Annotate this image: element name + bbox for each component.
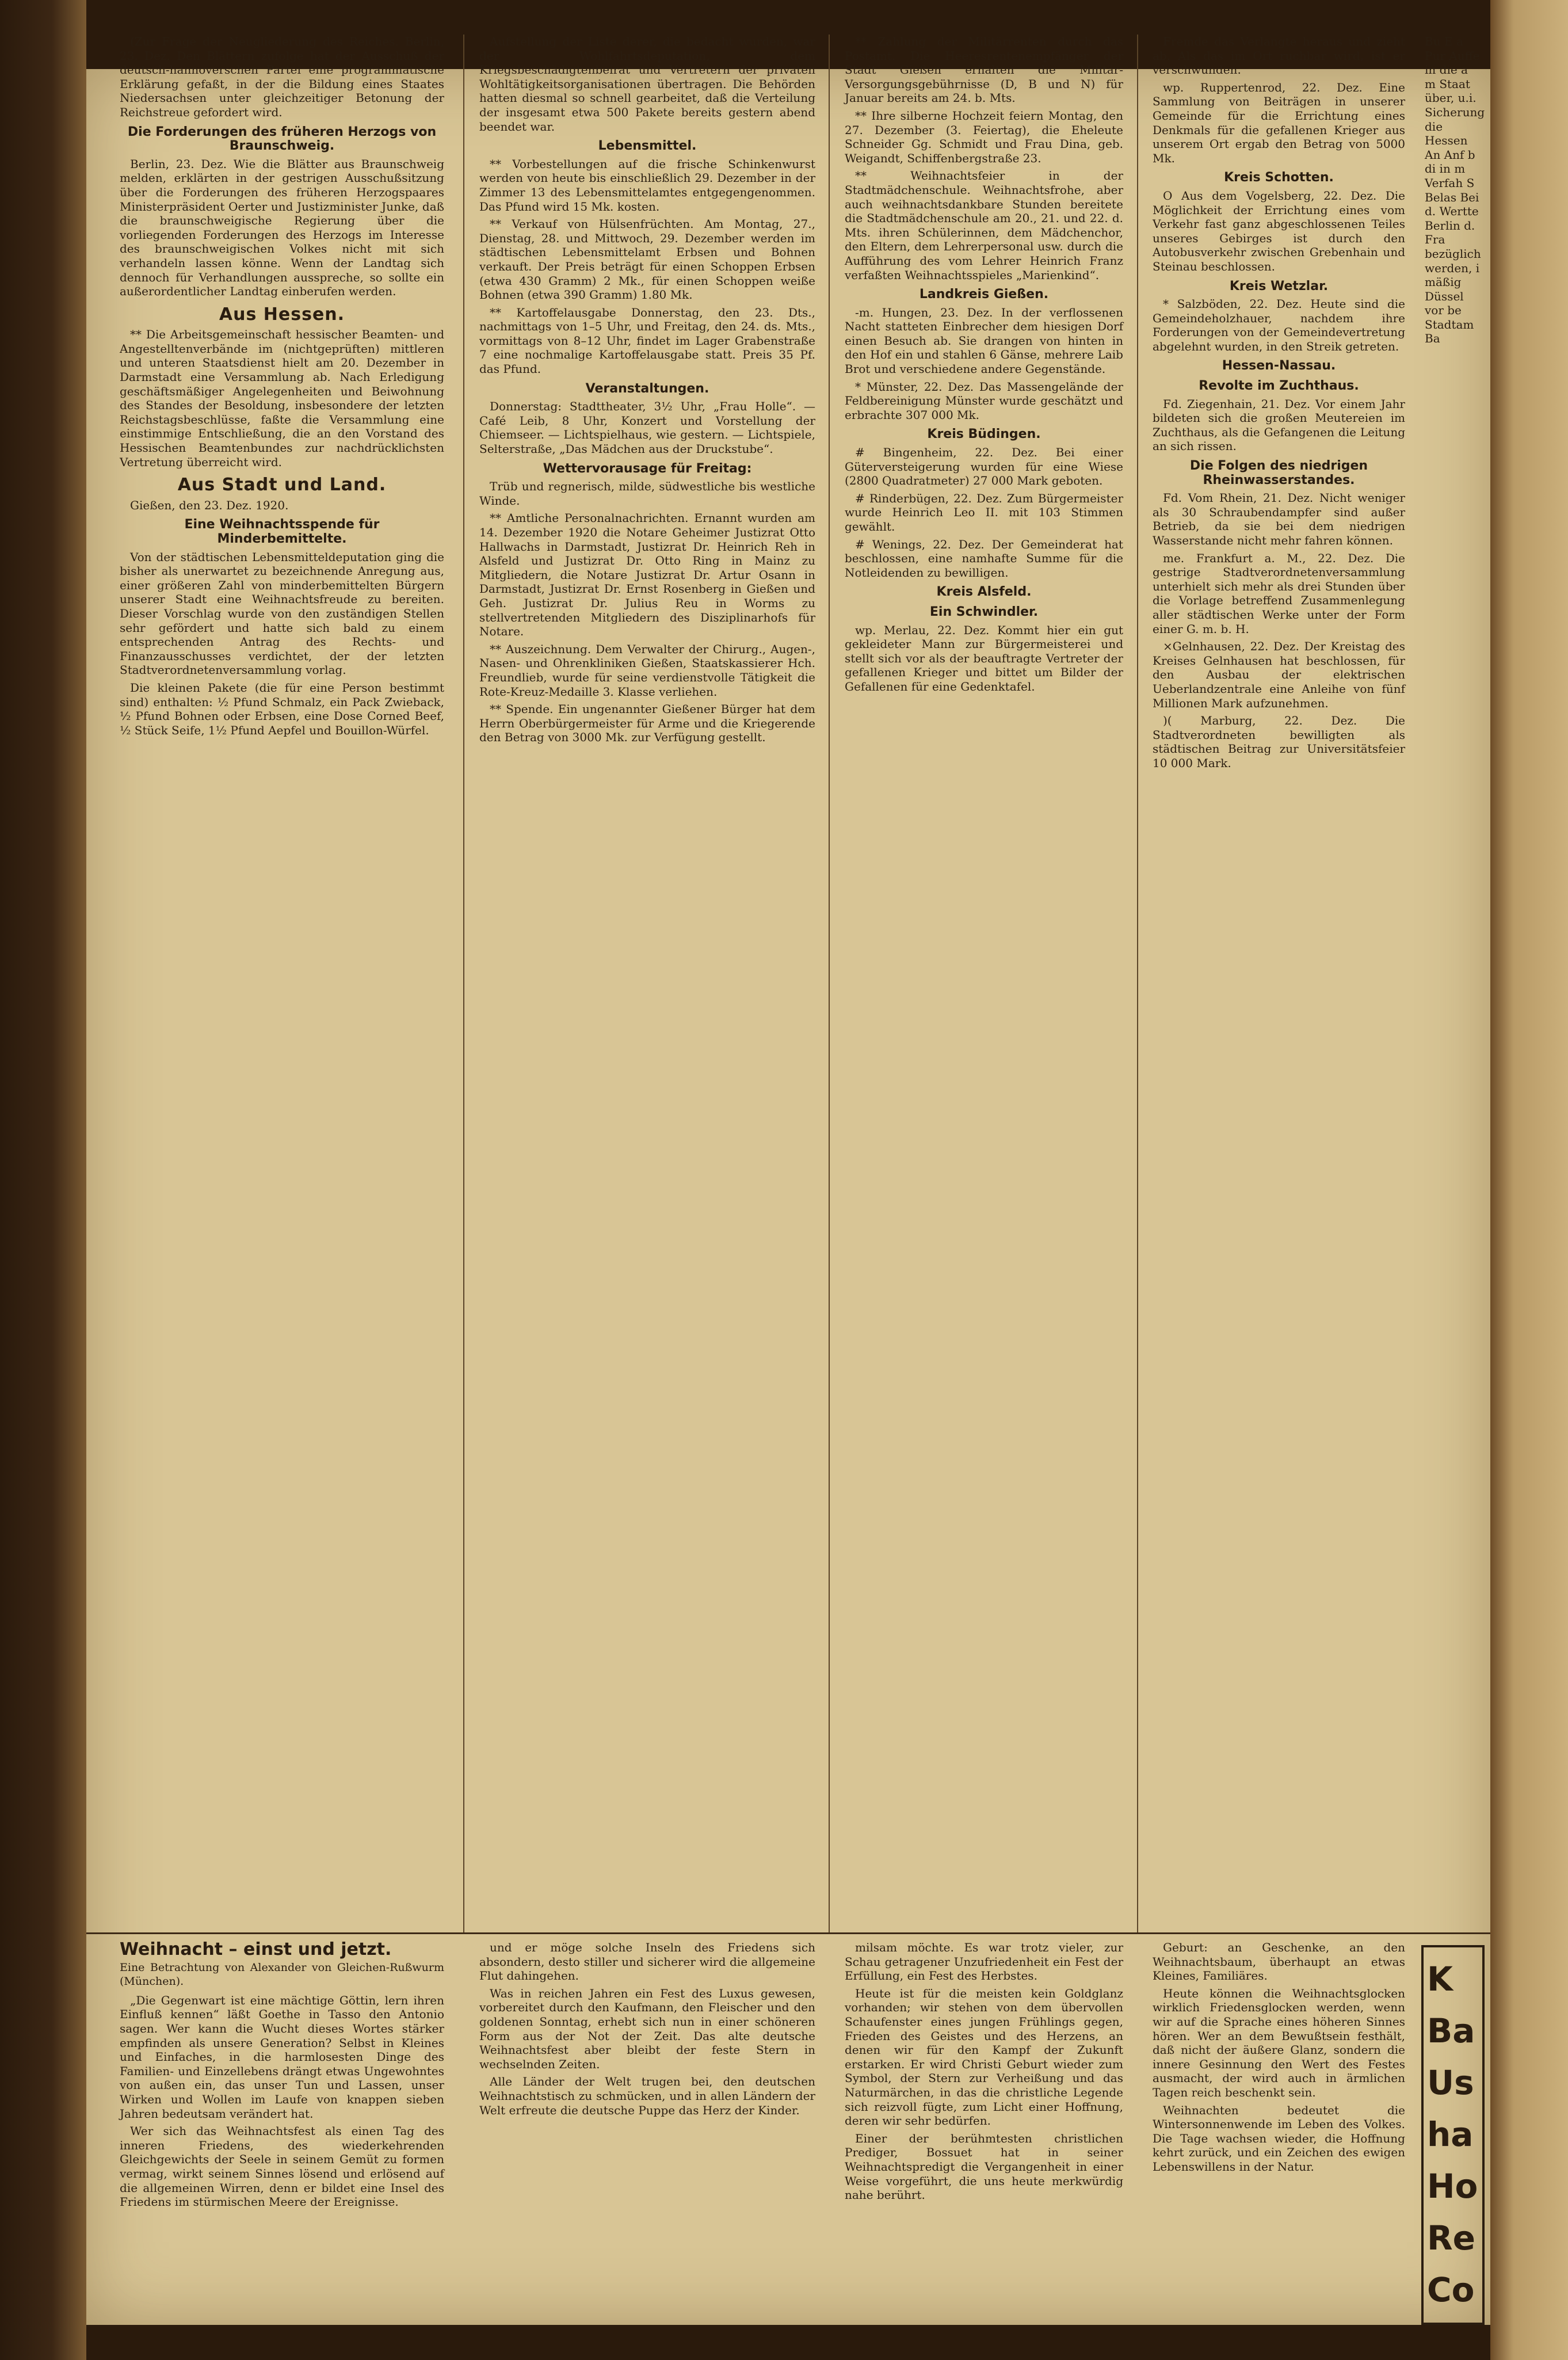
feuilleton-title: Weihnacht – einst und jetzt. xyxy=(120,1940,392,1959)
feuilleton-paragraph: Alle Länder der Welt trugen bei, den deutschen Weihnachtstisch zu schmücken, und in allen Ländern der Welt erfreute die deutsche Puppe das Herz der Kinder. xyxy=(479,2075,815,2117)
feuilleton-subtitle: Eine Betrachtung von Alexander von Gleichen-Rußwurm (München). xyxy=(120,1961,444,1988)
article-heading: Lebensmittel. xyxy=(598,139,697,154)
article-heading: Die Forderungen des früheren Herzogs von Braunschweig. xyxy=(127,124,437,154)
article-paragraph: * Salzböden, 22. Dez. Heute sind die Gemeindeholzhauer, nachdem ihre Forderungen von der Gemeindevertretung abgelehnt wurden, in den Streik getreten. xyxy=(1153,297,1405,353)
article-heading: Landkreis Gießen. xyxy=(919,287,1049,302)
feuilleton-paragraph: milsam möchte. Es war trotz vieler, zur Schau getragener Unzufriedenheit ein Fest der Erfüllung, ein Fest des Herbstes. xyxy=(845,1940,1123,1983)
page-edge xyxy=(1490,0,1568,2360)
article-paragraph: # Rinderbügen, 22. Dez. Zum Bürgermeister wurde Heinrich Leo II. mit 103 Stimmen gewählt. xyxy=(845,491,1123,533)
article-paragraph: -m. Hungen, 23. Dez. In der verflossenen Nacht statteten Einbrecher dem hiesigen Dorf einen Besuch ab. Sie drangen von hinten in den Hof ein und stahlen 6 Gänse, mehrere Laib Brot und verschiedene andere Gegenstände. xyxy=(845,305,1123,376)
feuilleton-paragraph: und er möge solche Inseln des Friedens sich absondern, desto stiller und sicherer wird die allgemeine Flut dahingehen. xyxy=(479,1940,815,1983)
article-paragraph: # Wenings, 22. Dez. Der Gemeinderat hat beschlossen, eine namhafte Summe für die Notleidenden zu bewilligen. xyxy=(845,537,1123,579)
article-heading: Wettervorausage für Freitag: xyxy=(543,461,752,476)
feuilleton-paragraph: Einer der berühmtesten christlichen Prediger, Bossuet hat in seiner Weihnachtspredigt die Vergangenheit in einer Weise vorgeführt, die uns heute merkwürdig nahe berührt. xyxy=(845,2131,1123,2202)
article-paragraph: Gießen, den 23. Dez. 1920. xyxy=(130,498,289,512)
article-paragraph: (Zur Frage der Neugliederung des Reiches. Berlin, 23. Dez. Den Blättern zufolge hat der Ausschuß der deutsch-hannoverschen Partei eine programmatische Erklärung gefaßt, in der die Bildung eines Staates Niedersachsen unter gleichzeitiger Betonung der Reichstreue gefordert wird. xyxy=(120,35,444,119)
article-paragraph: Berlin, 23. Dez. Wie die Blätter aus Braunschweig melden, erklärten in der gestrigen Ausschußsitzung über die Forderungen des früheren Herzogspaares Ministerpräsident Oerter und Justizminister Junke, daß die braunschweigische Regierung über die vorliegenden Forderungen des Herzogs im Interesse des braunschweigischen Volkes nicht mit sich verhandeln lassen könne. Wenn der Landtag sich dennoch für Verhandlungen ausspreche, so sollte ein außerordentlicher Landtag einberufen werden. xyxy=(120,157,444,299)
article-paragraph: Trüb und regnerisch, milde, südwestliche bis westliche Winde. xyxy=(479,479,815,508)
section-rule xyxy=(86,1932,1490,1934)
book-spine xyxy=(0,0,86,2360)
article-paragraph: Fd. Ziegenhain, 21. Dez. Vor einem Jahr bildeten sich die großen Meutereien im Zuchthaus, als die Gefangenen die Leitung an sich rissen. xyxy=(1153,396,1405,453)
feuilleton-column-1 xyxy=(109,1940,455,2332)
feuilleton-paragraph: Heute ist für die meisten kein Goldglanz vorhanden; wir stehen von dem übervollen Schaufenster eines jungen Frühlings gegen, Frieden des Geistes und des Herzens, an denen wir für den Kampf der Zukunft erstarken. Er wird Christi Geburt wieder zum Symbol, der Stern zur Verheißung und das Naturmärchen, in das die christliche Legende sich reizvoll fügte, zum Licht einer Hoffnung, deren wir sehr bedürfen. xyxy=(845,1986,1123,2128)
article-paragraph: Von der städtischen Lebensmitteldeputation ging die bisher als unerwartet zu bezeichnende Anregung aus, einer größeren Zahl von minderbemittelten Bürgern unserer Stadt eine Weihnachtsfreude zu bereiten. Dieser Vorschlag wurde von den zuständigen Stellen sehr gefördert und hatte sich bald zu einem entsprechenden Antrag des Rechts- und Finanzausschusses verdichtet, der der letzten Stadtverordnetenversammlung vorlag. xyxy=(120,550,444,677)
article-heading: Veranstaltungen. xyxy=(585,381,709,396)
article-paragraph: ** Zahlung der Militärrenten durch das Postamt. Die Heeresrentenempfänger der Stadt Gießen erhalten die Militär-Versorgungsgebührnisse (D, B und N) für Januar bereits am 24. b. Mts. xyxy=(845,35,1123,105)
article-paragraph: ×Gelnhausen, 22. Dez. Der Kreistag des Kreises Gelnhausen hat beschlossen, für den Ausbau der elektrischen Ueberlandzentrale eine Anleihe von fünf Millionen Mark aufzunehmen. xyxy=(1153,639,1405,710)
article-paragraph: O Aus dem Vogelsberg, 22. Dez. Die Möglichkeit der Errichtung eines vom Verkehr fast ganz abgeschlossenen Teiles unseres Gebirges ist durch den Autobusverkehr zwischen Grebenhain und Steinau beschlossen. xyxy=(1153,188,1405,273)
column-2 xyxy=(469,35,826,1934)
column-3 xyxy=(834,35,1134,1934)
feuilleton-paragraph: „Die Gegenwart ist eine mächtige Göttin, lern ihren Einfluß kennen“ läßt Goethe in Tasso den Antonio sagen. Wer kann die Wucht dieses Wortes stärker empfinden als unsere Generation? Selbst in Kleines und Einfaches, in die harmlosesten Dinge des Familien- und Einzellebens drängt etwas Ungewohntes von außen ein, das unser Tun und Lassen, unser Wirken und Wollen im Laufe von knappen sieben Jahren bedeutsam verändert hat. xyxy=(120,1993,444,2121)
article-paragraph: Die kleinen Pakete (die für eine Person bestimmt sind) enthalten: ½ Pfund Schmalz, ein Pack Zwieback, ½ Pfund Bohnen oder Erbsen, eine Dose Corned Beef, ½ Stück Seife, 1½ Pfund Aepfel und Bouillon-Würfel. xyxy=(120,680,444,737)
article-paragraph: ** Verkauf von Hülsenfrüchten. Am Montag, 27., Dienstag, 28. und Mittwoch, 29. Dezember werden im städtischen Lebensmittelamt Erbsen und Bohnen verkauft. Der Preis beträgt für einen Schoppen Erbsen (etwa 430 Gramm) 2 Mk., für einen Schoppen weiße Bohnen (etwa 390 Gramm) 1.80 Mk. xyxy=(479,217,815,302)
adjacent-page-text: Bu E a Pur Auffe in die a m Staat über, u.i. Sicherung die Hessen An Anf b di in m Verfah S Belas Bei d. Wertte Berlin d. Fra bezüglich werden, i mäßig Düssel vor be Stadtam Ba xyxy=(1425,35,1485,346)
article-paragraph: ** Auszeichnung. Dem Verwalter der Chirurg., Augen-, Nasen- und Ohrenkliniken Gießen, Staatskassierer Hch. Freundlieb, wurde für seine verdienstvolle Tätigkeit die Rote-Kreuz-Medaille 3. Klasse verliehen. xyxy=(479,642,815,699)
feuilleton-column-2 xyxy=(469,1940,826,2332)
feuilleton-paragraph: Geburt: an Geschenke, an den Weihnachtsbaum, überhaupt an etwas Kleines, Familiäres. xyxy=(1153,1940,1405,1983)
article-heading: Kreis Büdingen. xyxy=(927,427,1041,442)
feuilleton-paragraph: Weihnachten bedeutet die Wintersonnenwende im Leben des Volkes. Die Tage wachsen wieder, die Hoffnung kehrt zurück, und ein Zeichen des ewigen Lebenswillens in der Natur. xyxy=(1153,2103,1405,2174)
article-paragraph: Donnerstag: Stadttheater, 3½ Uhr, „Frau Holle“. — Café Leib, 8 Uhr, Konzert und Vorstellung der Chiemseer. — Lichtspielhaus, wie gestern. — Lichtspiele, Selterstraße, „Das Mädchen aus der Druckstube“. xyxy=(479,399,815,456)
article-paragraph: * Münster, 22. Dez. Das Massengelände der Feldbereinigung Münster wurde geschätzt und erbrachte 307 000 Mk. xyxy=(845,379,1123,422)
article-paragraph: wp. Ruppertenrod, 22. Dez. Eine Sammlung von Beiträgen in unserer Gemeinde für die Errichtung eines Denkmals für die gefallenen Krieger aus unserem Ort ergab den Betrag von 5000 Mk. xyxy=(1153,80,1405,165)
article-heading: Revolte im Zuchthaus. xyxy=(1199,379,1359,394)
article-paragraph: ** Spende. Ein ungenannter Gießener Bürger hat dem Herrn Oberbürgermeister für Arme und die Kriegerende den Betrag von 3000 Mk. zur Verfügung gestellt. xyxy=(479,702,815,745)
article-paragraph: Fremde das Verlangte heraus und zieht ab. Als das im Ort ruchbar wird, ist er verschwunden. xyxy=(1153,35,1405,77)
article-paragraph: Aufstellung der Liste derer, die bedacht wurden, war der Wohlfahrtsdeputation, dem Kriegsbeschädigtenbeirat und Vertretern der privaten Wohltätigkeitsorganisationen übertragen. Die Behörden hatten diesmal so schnell gearbeitet, daß die Verteilung der insgesamt etwa 500 Pakete bereits gestern abend beendet war. xyxy=(479,35,815,134)
feuilleton-column-4 xyxy=(1142,1940,1416,2332)
column-rule xyxy=(829,35,830,1934)
article-heading: Kreis Schotten. xyxy=(1224,170,1334,185)
feuilleton-paragraph: Wer sich das Weihnachtsfest als einen Tag des inneren Friedens, des wiederkehrenden Gleichgewichts der Seele in seinem Gemüt zu formen vermag, wirkt seinem Sinnes lösend und erlösend auf die allgemeinen Wirren, denn er bildet eine Insel des Friedens im stürmischen Meere der Ereignisse. xyxy=(120,2124,444,2209)
feuilleton-paragraph: Heute können die Weihnachtsglocken wirklich Friedensglocken werden, wenn wir auf die Sprache eines höheren Sinnes hören. Wer an dem Bewußtsein festhält, daß nicht der äußere Glanz, sondern die innere Gesinnung den Wert des Festes ausmacht, der wird auch in ärmlichen Tagen reich beschenkt sein. xyxy=(1153,1986,1405,2099)
article-paragraph: ** Ihre silberne Hochzeit feiern Montag, den 27. Dezember (3. Feiertag), die Eheleute Schneider Gg. Schmidt und Frau Dina, geb. Weigandt, Schiffenbergstraße 23. xyxy=(845,108,1123,165)
feuilleton-column-3 xyxy=(834,1940,1134,2332)
article-paragraph: me. Frankfurt a. M., 22. Dez. Die gestrige Stadtverordnetenversammlung unterhielt sich mehr als drei Stunden über die Vorlage betreffend Zusammenlegung aller städtischen Werke unter der Form einer G. m. b. H. xyxy=(1153,551,1405,636)
article-heading: Eine Weihnachtsspende für Minderbemittelte. xyxy=(184,517,380,546)
article-paragraph: Fd. Vom Rhein, 21. Dez. Nicht weniger als 30 Schraubendampfer sind außer Betrieb, da sie bei dem niedrigen Wasserstande nicht mehr fahren können. xyxy=(1153,491,1405,547)
column-rule xyxy=(463,35,464,1934)
column-1 xyxy=(109,35,455,1934)
article-paragraph: wp. Merlau, 22. Dez. Kommt hier ein gut gekleideter Mann zur Bürgermeisterei und stellt sich vor als der beauftragte Vertreter der gefallenen Krieger und bittet um Bilder der Gefallenen für eine Gedenktafel. xyxy=(845,623,1123,693)
article-heading: Die Folgen des niedrigen Rheinwasserstandes. xyxy=(1189,459,1368,487)
column-rule xyxy=(1137,35,1138,1934)
article-paragraph: )( Marburg, 22. Dez. Die Stadtverordneten bewilligten als städtischen Beitrag zur Universitätsfeier 10 000 Mark. xyxy=(1153,714,1405,770)
article-heading: Kreis Alsfeld. xyxy=(936,585,1032,600)
article-paragraph: ** Amtliche Personalnachrichten. Ernannt wurden am 14. Dezember 1920 die Notare Geheimer Justizrat Otto Hallwachs in Darmstadt, Justizrat Dr. Heinrich Reh in Alsfeld und Justizrat Dr. Otto Ring in Mainz zu Mitgliedern, die Notare Justizrat Dr. Artur Osann in Darmstadt, Justizrat Dr. Ernst Rosenberg in Gießen und Geh. Justizrat Dr. Julius Reu in Worms zu stellvertretenden Mitgliedern des Disziplinarhofs für Notare. xyxy=(479,511,815,639)
article-paragraph: # Bingenheim, 22. Dez. Bei einer Güterversteigerung wurden für eine Wiese (2800 Quadratmeter) 27 000 Mark geboten. xyxy=(845,445,1123,488)
article-heading: Aus Stadt und Land. xyxy=(177,475,387,495)
article-heading: Aus Hessen. xyxy=(219,304,345,325)
article-paragraph: ** Die Arbeitsgemeinschaft hessischer Beamten- und Angestelltenverbände im (nichtgeprüften) mittleren und unteren Staatsdienst hielt am 20. Dezember in Darmstadt eine Versammlung ab. Nach Erledigung geschäftsmäßiger Angelegenheiten und Beiwohnung des Standes der Besoldung, insbesondere der letzten Reichstagsbeschlüsse, faßte die Versammlung eine einstimmige Entschließung, die an den Vorstand des Hessischen Beamtenbundes zur nachdrücklichsten Vertretung überreicht wird. xyxy=(120,327,444,469)
feuilleton-paragraph: Was in reichen Jahren ein Fest des Luxus gewesen, vorbereitet durch den Kaufmann, den Fleischer und den goldenen Sonntag, erhebt sich nun in einer schöneren Form aus der Not der Zeit. Das alte deutsche Weihnachtsfest aber bleibt der feste Stern in wechselnden Zeiten. xyxy=(479,1986,815,2071)
article-heading: Hessen-Nassau. xyxy=(1222,359,1336,373)
article-paragraph: ** Kartoffelausgabe Donnerstag, den 23. Dts., nachmittags von 1–5 Uhr, und Freitag, den 24. ds. Mts., vormittags von 8–12 Uhr, findet im Lager Grabenstraße 7 eine nochmalige Kartoffelausgabe statt. Preis 35 Pf. das Pfund. xyxy=(479,305,815,376)
article-paragraph: ** Weihnachtsfeier in der Stadtmädchenschule. Weihnachtsfrohe, aber auch weihnachtsdankbare Stunden bereitete die Stadtmädchenschule am 20., 21. und 22. d. Mts. ihren Schülerinnen, dem Mädchenchor, den Eltern, dem Lehrerpersonal usw. durch die Aufführung des vom Lehrer Heinrich Franz verfaßten Weihnachtsspieles „Marienkind“. xyxy=(845,169,1123,282)
column-4 xyxy=(1142,35,1416,1934)
article-heading: Ein Schwindler. xyxy=(929,604,1039,619)
article-heading: Kreis Wetzlar. xyxy=(1229,279,1329,293)
advertisement-fragment: K Ba Us ha Ho Re Co xyxy=(1421,1945,1485,2325)
article-paragraph: ** Vorbestellungen auf die frische Schinkenwurst werden von heute bis einschließlich 29. Dezember in der Zimmer 13 des Lebensmittelamtes entgegengenommen. Das Pfund wird 15 Mk. kosten. xyxy=(479,157,815,213)
